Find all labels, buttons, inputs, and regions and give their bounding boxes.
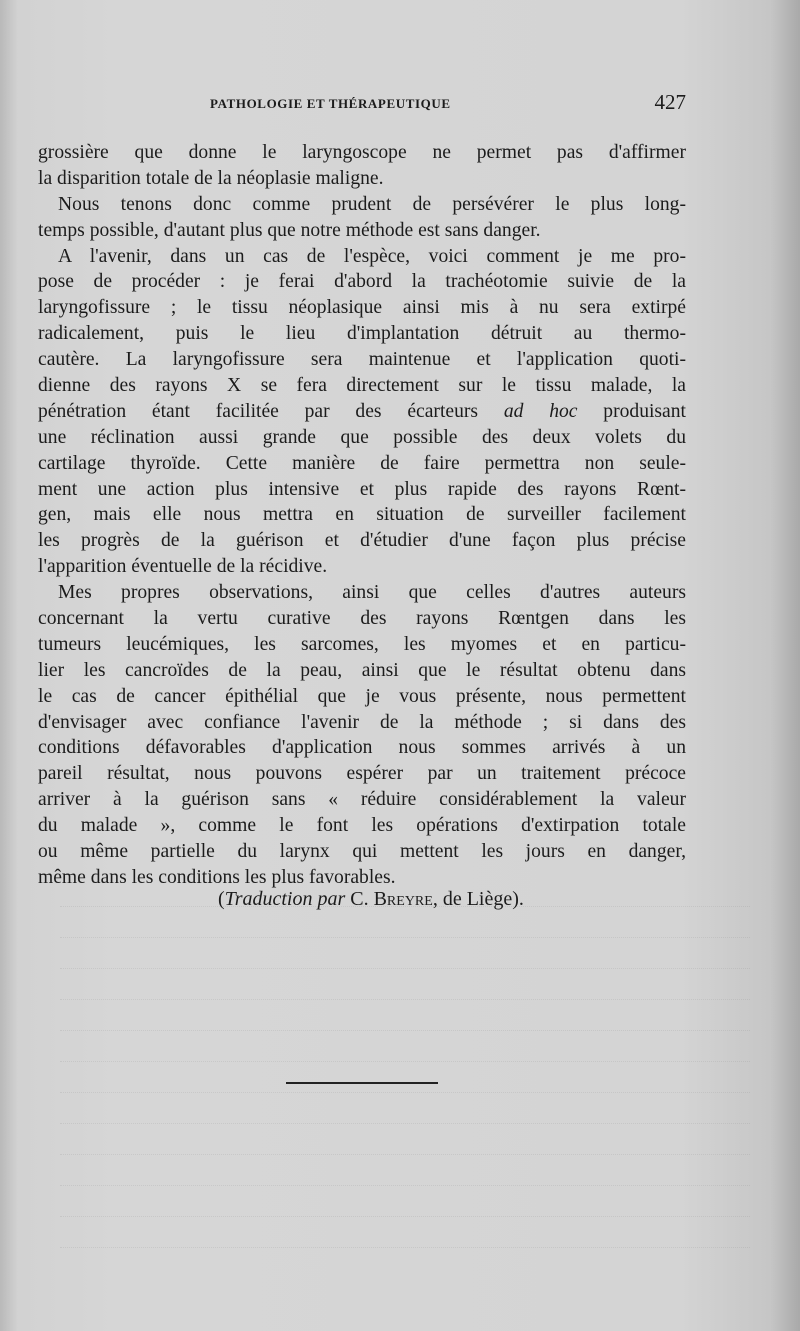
text-line: dienne des rayons X se fera directement sur le tissu malade, la xyxy=(38,375,686,397)
open-paren: ( xyxy=(218,888,225,910)
translator-place: , de Liège). xyxy=(432,888,524,910)
text-line: gen, mais elle nous mettra en situation de surveiller facilement xyxy=(38,504,686,526)
text-line: le cas de cancer épithélial que je vous présente, nous permettent xyxy=(38,685,686,707)
text-line: cautère. La laryngofissure sera maintenue et l'application quoti- xyxy=(38,349,686,371)
italic-phrase: ad hoc xyxy=(503,400,578,422)
translation-label: Traduction par xyxy=(224,888,346,910)
text-line: pareil résultat, nous pouvons espérer par un traitement précoce xyxy=(38,763,686,785)
page-number: 427 xyxy=(654,90,686,114)
body-text xyxy=(38,140,686,891)
text-line: pénétration étant facilitée par des écarteurs ad hoc produisant xyxy=(38,400,686,422)
text-line: temps possible, d'autant plus que notre méthode est sans danger. xyxy=(38,219,541,241)
page-header xyxy=(210,92,686,122)
running-head: PATHOLOGIE ET THÉRAPEUTIQUE xyxy=(210,96,451,111)
text-line: grossière que donne le laryngoscope ne permet pas d'affirmer xyxy=(38,142,686,163)
text-line: conditions défavorables d'application nous sommes arrivés à un xyxy=(38,737,686,759)
text-line: du malade », comme le font les opérations d'extirpation totale xyxy=(38,815,686,837)
text-line: radicalement, puis le lieu d'implantation détruit au thermo- xyxy=(38,323,686,345)
translation-credit xyxy=(218,888,524,911)
text-line: lier les cancroïdes de la peau, ainsi que le résultat obtenu dans xyxy=(38,659,686,681)
text-line: Mes propres observations, ainsi que celles d'autres auteurs xyxy=(58,582,686,604)
text-line: concernant la vertu curative des rayons Rœntgen dans les xyxy=(38,608,686,630)
text-line: même dans les conditions les plus favorables. xyxy=(38,866,396,888)
text-line: pose de procéder : je ferai d'abord la trachéotomie suivie de la xyxy=(38,271,686,293)
text-line: laryngofissure ; le tissu néoplasique ainsi mis à nu sera extirpé xyxy=(38,297,686,319)
text-line: arriver à la guérison sans « réduire considérablement la valeur xyxy=(38,789,686,811)
text-line: l'apparition éventuelle de la récidive. xyxy=(38,556,328,578)
text-line: A l'avenir, dans un cas de l'espèce, voici comment je me pro- xyxy=(58,245,686,267)
text-line: la disparition totale de la néoplasie maligne. xyxy=(38,167,384,189)
text-line: ment une action plus intensive et plus rapide des rayons Rœnt- xyxy=(38,478,686,500)
text-line: d'envisager avec confiance l'avenir de la méthode ; si dans des xyxy=(38,711,686,733)
text-line: tumeurs leucémiques, les sarcomes, les myomes et en particu- xyxy=(38,633,686,655)
text-line: les progrès de la guérison et d'étudier d'une façon plus précise xyxy=(38,530,686,552)
text-line: cartilage thyroïde. Cette manière de faire permettra non seule- xyxy=(38,452,686,474)
text-line: ou même partielle du larynx qui mettent les jours en danger, xyxy=(38,841,686,863)
bleed-through-text xyxy=(60,880,750,1280)
end-rule xyxy=(286,1082,438,1084)
text-line: Nous tenons donc comme prudent de persévérer le plus long- xyxy=(58,193,686,215)
text-line: une réclination aussi grande que possible des deux volets du xyxy=(38,426,686,448)
translator-name: C. Breyre xyxy=(350,888,433,910)
